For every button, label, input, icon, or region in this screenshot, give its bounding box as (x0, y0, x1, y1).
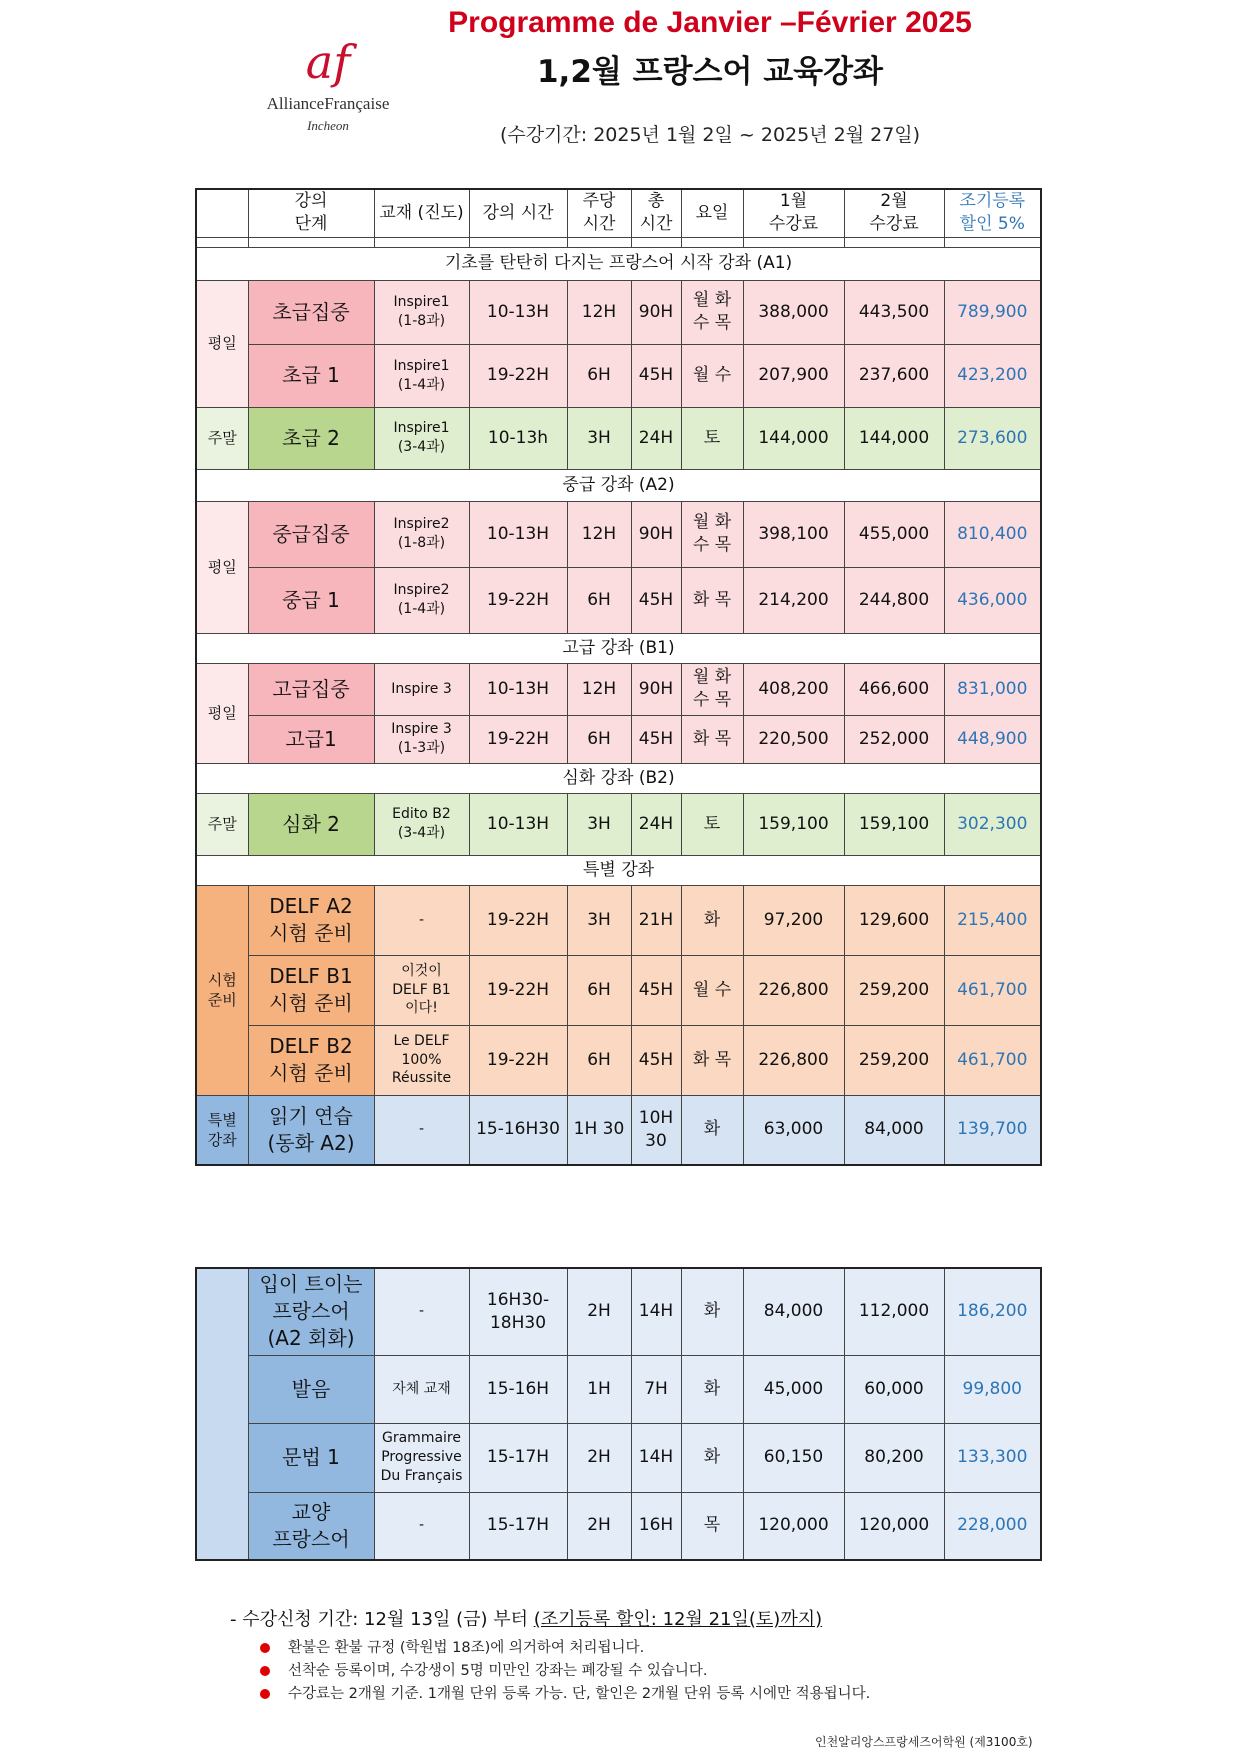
early-fee: 831,000 (944, 663, 1041, 715)
course-book: Inspire1 (1-8과) (374, 280, 469, 344)
jan-fee: 84,000 (743, 1268, 844, 1355)
course-level: 교양 프랑스어 (248, 1492, 374, 1560)
jan-fee: 144,000 (743, 407, 844, 469)
weekly-hours: 2H (567, 1268, 631, 1355)
early-fee: 186,200 (944, 1268, 1041, 1355)
course-book: - (374, 885, 469, 955)
jan-fee: 45,000 (743, 1355, 844, 1423)
total-hours: 45H (631, 567, 681, 633)
course-book: 이것이 DELF B1 이다! (374, 955, 469, 1025)
weekly-hours: 2H (567, 1423, 631, 1492)
course-days: 화 목 (681, 1025, 743, 1095)
course-book: Inspire2 (1-8과) (374, 501, 469, 567)
course-time: 10-13H (469, 280, 567, 344)
total-hours: 90H (631, 663, 681, 715)
course-time: 19-22H (469, 715, 567, 763)
alliance-francaise-logo (258, 35, 398, 134)
weekly-hours: 12H (567, 663, 631, 715)
course-level: 초급집중 (248, 280, 374, 344)
header-early-discount: 조기등록 할인 5% (944, 189, 1041, 237)
course-days: 월 수 (681, 344, 743, 407)
early-fee: 436,000 (944, 567, 1041, 633)
table-row (196, 715, 1041, 763)
total-hours: 16H (631, 1492, 681, 1560)
course-time: 19-22H (469, 567, 567, 633)
early-fee: 810,400 (944, 501, 1041, 567)
course-days: 월 화 수 목 (681, 663, 743, 715)
course-book: Inspire1 (3-4과) (374, 407, 469, 469)
jan-fee: 214,200 (743, 567, 844, 633)
list-item: 수강료는 2개월 기준. 1개월 단위 등록 가능. 단, 할인은 2개월 단위 등록 시에만 적용됩니다. (260, 1683, 1130, 1706)
table-row (196, 1095, 1041, 1165)
feb-fee: 60,000 (844, 1355, 944, 1423)
early-fee: 215,400 (944, 885, 1041, 955)
weekly-hours: 3H (567, 885, 631, 955)
feb-fee: 237,600 (844, 344, 944, 407)
course-time: 15-16H30 (469, 1095, 567, 1165)
course-level: 고급집중 (248, 663, 374, 715)
total-hours: 45H (631, 715, 681, 763)
total-hours: 90H (631, 501, 681, 567)
course-time: 19-22H (469, 344, 567, 407)
course-level: DELF A2 시험 준비 (248, 885, 374, 955)
registration-notes (230, 1605, 1130, 1706)
feb-fee: 252,000 (844, 715, 944, 763)
feb-fee: 259,200 (844, 955, 944, 1025)
weekly-hours: 6H (567, 567, 631, 633)
early-fee: 273,600 (944, 407, 1041, 469)
course-days: 화 목 (681, 567, 743, 633)
course-level: 초급 2 (248, 407, 374, 469)
course-time: 15-16H (469, 1355, 567, 1423)
bullet-icon (260, 1643, 270, 1653)
course-book: - (374, 1095, 469, 1165)
jan-fee: 398,100 (743, 501, 844, 567)
weekly-hours: 3H (567, 793, 631, 855)
logo-name: AllianceFrançaise (266, 94, 390, 113)
course-level: 초급 1 (248, 344, 374, 407)
total-hours: 14H (631, 1268, 681, 1355)
course-days: 목 (681, 1492, 743, 1560)
header-day: 요일 (681, 189, 743, 237)
feb-fee: 80,200 (844, 1423, 944, 1492)
bullet-icon (260, 1689, 270, 1699)
jan-fee: 60,150 (743, 1423, 844, 1492)
table-row (196, 567, 1041, 633)
logo-city: Incheon (307, 118, 349, 133)
course-time: 10-13H (469, 663, 567, 715)
table-row (196, 1025, 1041, 1095)
jan-fee: 408,200 (743, 663, 844, 715)
registration-period: - 수강신청 기간: 12월 13일 (금) 부터 (조기등록 할인: 12월 21일(토)까지) (230, 1609, 823, 1630)
table-header-row (196, 189, 1041, 237)
course-days: 월 수 (681, 955, 743, 1025)
list-item: 선착순 등록이며, 수강생이 5명 미만인 강좌는 폐강될 수 있습니다. (260, 1660, 1130, 1683)
header-feb-fee: 2월 수강료 (844, 189, 944, 237)
early-fee: 139,700 (944, 1095, 1041, 1165)
header-weekly-hours: 주당 시간 (567, 189, 631, 237)
header-spacer-row (196, 237, 1041, 247)
weekly-hours: 3H (567, 407, 631, 469)
weekly-hours: 1H (567, 1355, 631, 1423)
extra-schedule-table (195, 1267, 1042, 1561)
course-book: - (374, 1268, 469, 1355)
early-fee: 99,800 (944, 1355, 1041, 1423)
list-item: 환불은 환불 규정 (학원법 18조)에 의거하여 처리됩니다. (260, 1637, 1130, 1660)
table-row (196, 344, 1041, 407)
table-row (196, 280, 1041, 344)
feb-fee: 244,800 (844, 567, 944, 633)
table-row (196, 501, 1041, 567)
total-hours: 90H (631, 280, 681, 344)
group-weekday: 평일 (196, 280, 248, 407)
jan-fee: 226,800 (743, 1025, 844, 1095)
early-fee: 461,700 (944, 955, 1041, 1025)
course-days: 토 (681, 793, 743, 855)
jan-fee: 388,000 (743, 280, 844, 344)
course-book: Inspire 3 (1-3과) (374, 715, 469, 763)
total-hours: 10H 30 (631, 1095, 681, 1165)
course-level: 심화 2 (248, 793, 374, 855)
group-blank (196, 1268, 248, 1560)
early-fee: 133,300 (944, 1423, 1041, 1492)
footer-institute: 인천알리앙스프랑세즈어학원 (제3100호) (815, 1735, 1033, 1749)
course-book: Inspire2 (1-4과) (374, 567, 469, 633)
weekly-hours: 6H (567, 955, 631, 1025)
course-time: 10-13H (469, 793, 567, 855)
weekly-hours: 12H (567, 280, 631, 344)
total-hours: 21H (631, 885, 681, 955)
course-level: DELF B2 시험 준비 (248, 1025, 374, 1095)
feb-fee: 159,100 (844, 793, 944, 855)
feb-fee: 466,600 (844, 663, 944, 715)
total-hours: 45H (631, 955, 681, 1025)
course-level: 발음 (248, 1355, 374, 1423)
course-time: 10-13H (469, 501, 567, 567)
jan-fee: 63,000 (743, 1095, 844, 1165)
bullet-icon (260, 1666, 270, 1676)
course-days: 화 (681, 1095, 743, 1165)
af-logo-mark: af (305, 35, 351, 89)
weekly-hours: 6H (567, 1025, 631, 1095)
total-hours: 24H (631, 793, 681, 855)
feb-fee: 259,200 (844, 1025, 944, 1095)
course-level: 중급 1 (248, 567, 374, 633)
weekly-hours: 12H (567, 501, 631, 567)
course-days: 화 (681, 1423, 743, 1492)
course-book: Inspire1 (1-4과) (374, 344, 469, 407)
page-title-korean: 1,2월 프랑스어 교육강좌 (536, 54, 883, 90)
group-weekday: 평일 (196, 663, 248, 763)
total-hours: 45H (631, 1025, 681, 1095)
course-level: 입이 트이는 프랑스어 (A2 회화) (248, 1268, 374, 1355)
jan-fee: 159,100 (743, 793, 844, 855)
weekly-hours: 6H (567, 715, 631, 763)
total-hours: 7H (631, 1355, 681, 1423)
schedule-table (195, 188, 1042, 1166)
feb-fee: 112,000 (844, 1268, 944, 1355)
jan-fee: 120,000 (743, 1492, 844, 1560)
table-row (196, 663, 1041, 715)
section-title: 심화 강좌 (B2) (196, 763, 1041, 793)
early-fee: 448,900 (944, 715, 1041, 763)
course-book: 자체 교재 (374, 1355, 469, 1423)
feb-fee: 455,000 (844, 501, 944, 567)
course-days: 화 목 (681, 715, 743, 763)
early-fee: 423,200 (944, 344, 1041, 407)
course-days: 화 (681, 885, 743, 955)
course-time: 19-22H (469, 1025, 567, 1095)
course-time: 15-17H (469, 1423, 567, 1492)
course-book: Edito B2 (3-4과) (374, 793, 469, 855)
table-row (196, 885, 1041, 955)
section-row-a1 (196, 247, 1041, 280)
course-period: (수강기간: 2025년 1월 2일 ~ 2025년 2월 27일) (499, 124, 921, 146)
early-registration-deadline: (조기등록 할인: 12월 21일(토)까지) (533, 1609, 823, 1630)
jan-fee: 226,800 (743, 955, 844, 1025)
weekly-hours: 2H (567, 1492, 631, 1560)
course-level: DELF B1 시험 준비 (248, 955, 374, 1025)
table-row (196, 1423, 1041, 1492)
table-row (196, 955, 1041, 1025)
feb-fee: 120,000 (844, 1492, 944, 1560)
section-title: 중급 강좌 (A2) (196, 469, 1041, 501)
feb-fee: 129,600 (844, 885, 944, 955)
header-jan-fee: 1월 수강료 (743, 189, 844, 237)
early-fee: 789,900 (944, 280, 1041, 344)
header-book: 교재 (진도) (374, 189, 469, 237)
weekly-hours: 1H 30 (567, 1095, 631, 1165)
feb-fee: 84,000 (844, 1095, 944, 1165)
course-level: 중급집중 (248, 501, 374, 567)
total-hours: 14H (631, 1423, 681, 1492)
section-title: 기초를 탄탄히 다지는 프랑스어 시작 강좌 (A1) (196, 247, 1041, 280)
course-time: 19-22H (469, 885, 567, 955)
course-time: 10-13h (469, 407, 567, 469)
group-weekend: 주말 (196, 793, 248, 855)
table-row (196, 1268, 1041, 1355)
course-level: 읽기 연습 (동화 A2) (248, 1095, 374, 1165)
section-row-b2 (196, 763, 1041, 793)
jan-fee: 207,900 (743, 344, 844, 407)
weekly-hours: 6H (567, 344, 631, 407)
header-total-hours: 총 시간 (631, 189, 681, 237)
header-level: 강의 단계 (248, 189, 374, 237)
course-days: 토 (681, 407, 743, 469)
section-title: 고급 강좌 (B1) (196, 633, 1041, 663)
group-exam-prep: 시험 준비 (196, 885, 248, 1095)
course-days: 화 (681, 1268, 743, 1355)
course-time: 19-22H (469, 955, 567, 1025)
header-group (196, 189, 248, 237)
early-fee: 228,000 (944, 1492, 1041, 1560)
table-row (196, 407, 1041, 469)
early-fee: 302,300 (944, 793, 1041, 855)
section-title: 특별 강좌 (196, 855, 1041, 885)
course-book: Le DELF 100% Réussite (374, 1025, 469, 1095)
table-row (196, 1492, 1041, 1560)
course-time: 16H30- 18H30 (469, 1268, 567, 1355)
course-level: 고급1 (248, 715, 374, 763)
jan-fee: 97,200 (743, 885, 844, 955)
group-special: 특별 강좌 (196, 1095, 248, 1165)
section-row-special (196, 855, 1041, 885)
jan-fee: 220,500 (743, 715, 844, 763)
feb-fee: 144,000 (844, 407, 944, 469)
course-days: 월 화 수 목 (681, 280, 743, 344)
course-days: 월 화 수 목 (681, 501, 743, 567)
course-level: 문법 1 (248, 1423, 374, 1492)
course-book: Inspire 3 (374, 663, 469, 715)
group-weekday: 평일 (196, 501, 248, 633)
section-row-b1 (196, 633, 1041, 663)
early-fee: 461,700 (944, 1025, 1041, 1095)
course-time: 15-17H (469, 1492, 567, 1560)
table-row (196, 793, 1041, 855)
course-book: - (374, 1492, 469, 1560)
course-days: 화 (681, 1355, 743, 1423)
course-book: Grammaire Progressive Du Français (374, 1423, 469, 1492)
notes-list (260, 1637, 1130, 1706)
group-weekend: 주말 (196, 407, 248, 469)
section-row-a2 (196, 469, 1041, 501)
feb-fee: 443,500 (844, 280, 944, 344)
total-hours: 45H (631, 344, 681, 407)
header-time: 강의 시간 (469, 189, 567, 237)
page-title-french: Programme de Janvier –Février 2025 (448, 6, 972, 39)
total-hours: 24H (631, 407, 681, 469)
table-row (196, 1355, 1041, 1423)
